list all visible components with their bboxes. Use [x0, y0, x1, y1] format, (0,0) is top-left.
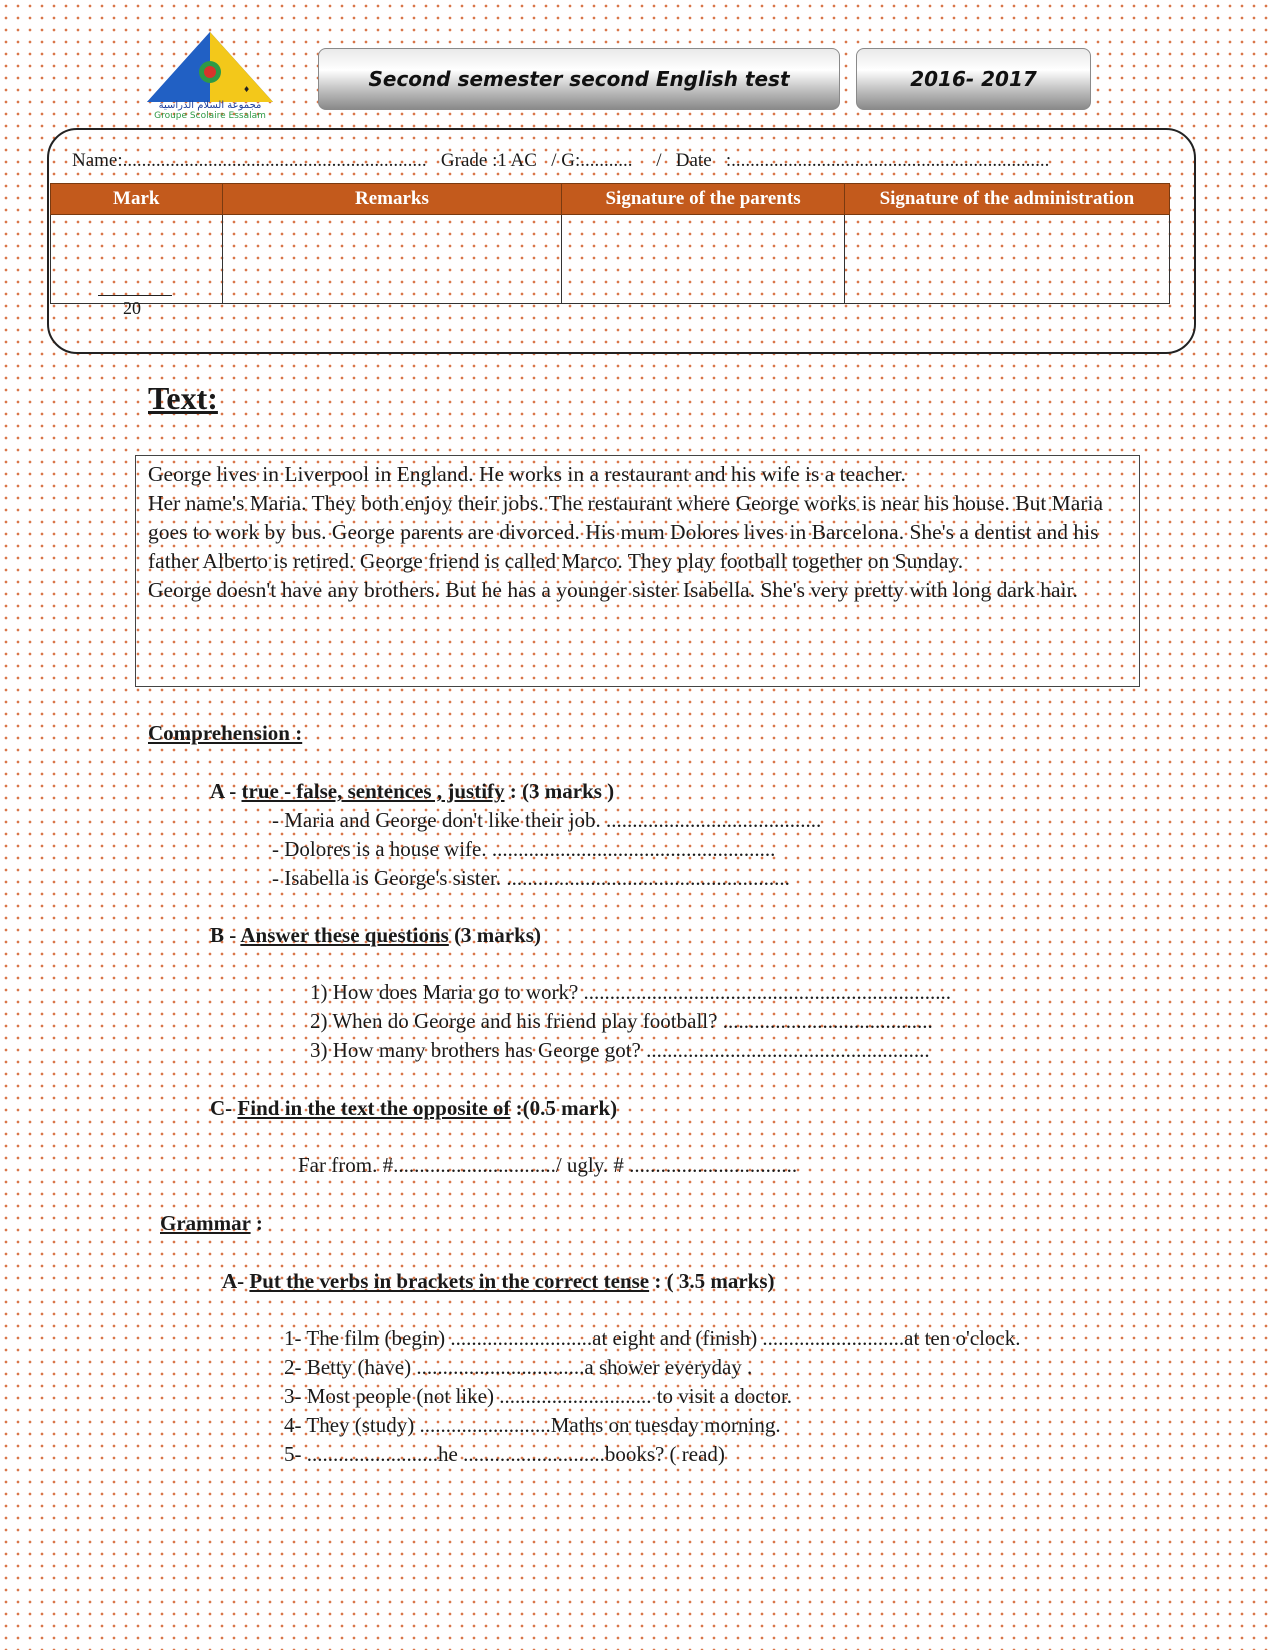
logo-arabic-text: مجموعة السلام الدراسية [158, 100, 262, 111]
exercise-b-instruction: Answer these questions [240, 923, 449, 947]
exercise-b-title [210, 923, 541, 948]
administration-signature-header: Signature of the administration [844, 184, 1169, 215]
exercise-c-instruction: Find in the text the opposite of [237, 1096, 511, 1120]
exercise-a-prefix: A - [210, 779, 242, 803]
exercise-a-instruction: true - false, sentences , justify [241, 779, 505, 803]
verb-item[interactable]: 2- Betty (have) ................................a shower everyday . [284, 1355, 753, 1379]
grammar-a-prefix: A- [222, 1269, 250, 1293]
verb-item[interactable]: 3- Most people (not like) ............................. to visit a doctor. [284, 1384, 793, 1408]
grammar-heading: Grammar [160, 1211, 251, 1235]
question-item[interactable]: 1) How does Maria go to work? ...................................................................... [310, 980, 952, 1004]
date-label: Date [675, 150, 712, 171]
mark-table [50, 183, 1170, 304]
parents-signature-cell[interactable] [562, 215, 844, 304]
exercise-c-title [210, 1096, 617, 1121]
logo-latin-text: Groupe Scolaire Essalam [154, 111, 266, 121]
text-paragraph: George doesn't have any brothers. But he has a younger sister Isabella. She's very pretty with long dark hair. [148, 578, 1078, 602]
date-separator: / [656, 150, 662, 171]
grammar-a-instruction: Put the verbs in brackets in the correct tense [249, 1269, 650, 1293]
question-item[interactable]: 2) When do George and his friend play football? ........................................ [310, 1009, 933, 1033]
exercise-b-marks: (3 marks) [448, 923, 541, 947]
exercise-b-prefix: B - [210, 923, 241, 947]
parents-signature-header: Signature of the parents [562, 184, 844, 215]
exercise-c-prefix: C- [210, 1096, 238, 1120]
reading-text-box [135, 455, 1140, 687]
exercise-a-title [210, 779, 614, 804]
group-label: / G: [551, 150, 581, 171]
mark-fraction-line [98, 295, 172, 296]
true-false-item[interactable]: - Maria and George don't like their job. ......................................... [272, 808, 822, 832]
test-title-box [318, 48, 840, 110]
verb-item[interactable]: 1- The film (begin) ...........................at eight and (finish) ...........................at ten o'clock. [284, 1326, 1021, 1350]
school-logo [145, 30, 275, 125]
group-field[interactable]: ........... [580, 150, 633, 171]
text-heading: Text: [148, 380, 218, 416]
school-year: 2016- 2017 [910, 67, 1037, 91]
verb-item[interactable]: 5- .........................he ...........................books? ( read) [284, 1442, 725, 1466]
student-info-line [72, 150, 1132, 172]
true-false-item[interactable]: - Isabella is George's sister. ...................................................... [272, 866, 790, 890]
mark-cell[interactable] [51, 215, 223, 304]
mark-total: 20 [123, 298, 141, 318]
date-field[interactable]: :................................................................... [725, 150, 1050, 171]
grade-label: Grade :1 AC [440, 150, 537, 171]
question-item[interactable]: 3) How many brothers has George got? ...................................................... [310, 1038, 930, 1062]
name-label: Name: [72, 150, 123, 171]
comprehension-heading: Comprehension : [148, 721, 303, 745]
opposite-item[interactable]: Far from. #.............................../ ugly. # ................................ [298, 1153, 798, 1177]
exercise-c-marks: :(0.5 mark) [510, 1096, 618, 1120]
remarks-header: Remarks [222, 184, 562, 215]
exercise-a-marks: : (3 marks ) [504, 779, 615, 803]
name-field[interactable]: ................................................................ [122, 150, 427, 171]
text-paragraph: Her name's Maria. They both enjoy their jobs. The restaurant where George works is near his house. But Maria goes to work by bus. George parents are divorced. His mum Dolores lives in Barcelona. She's a dentist and his father Alberto is retired. George friend is called Marco. They play football together on Sunday. [148, 491, 1103, 573]
grammar-heading-line [160, 1211, 263, 1236]
svg-text:♦: ♦ [243, 85, 251, 94]
text-paragraph: George lives in Liverpool in England. He works in a restaurant and his wife is a teacher. [148, 462, 906, 486]
true-false-item[interactable]: - Dolores is a house wife. ...................................................... [272, 837, 776, 861]
mark-header: Mark [51, 184, 223, 215]
administration-signature-cell[interactable] [844, 215, 1169, 304]
grammar-heading-colon: : [250, 1211, 263, 1235]
verb-item[interactable]: 4- They (study) .........................Maths on tuesday morning. [284, 1413, 781, 1437]
grammar-a-title [222, 1269, 775, 1294]
test-title: Second semester second English test [368, 67, 790, 91]
grammar-a-marks: : ( 3.5 marks) [649, 1269, 775, 1293]
remarks-cell[interactable] [222, 215, 562, 304]
school-year-box [856, 48, 1091, 110]
